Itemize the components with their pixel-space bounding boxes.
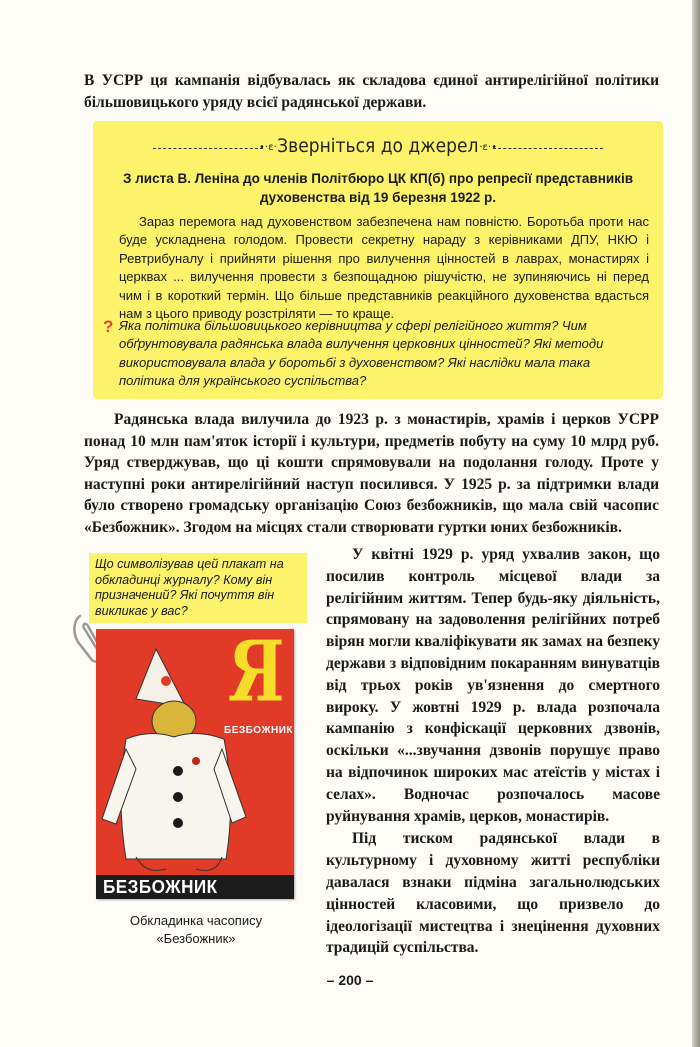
- right-column-paragraph: Під тиском радянської влади в культурному і духовному житті республіки давалася взнаки підміна загальнолюдських цінностей класовими, що призвело до ідеологізації мистецтва і знецінення духовних традицій суспільства.: [326, 830, 660, 957]
- source-header: [93, 131, 663, 165]
- figure-question: Що символізував цей плакат на обкладинці журналу? Кому він призначений? Які почуття він викликає у вас?: [89, 553, 307, 623]
- poster-letter: Я: [228, 629, 285, 722]
- source-title: Зверніться до джерел: [277, 135, 479, 157]
- question-icon: ?: [103, 317, 114, 336]
- header-divider-right: [493, 148, 603, 150]
- source-questions: Яка політика більшовицького керівництва у сфері релігійного життя? Чим обґрунтовувала радянська влада вилучення церковних цінностей? Які методи використовувала влада у боротьбі з духовенством? Які наслідки мала така політика для українського суспільства?: [119, 318, 604, 389]
- page-number: – 200 –: [326, 972, 374, 988]
- header-ornament-left: •·ε·: [259, 142, 277, 153]
- poster-masthead: [96, 875, 294, 899]
- source-box: [93, 121, 663, 399]
- magazine-cover: [96, 629, 294, 899]
- page-edge: [692, 0, 700, 1047]
- poster-side-label: БЕЗБОЖНИК: [224, 725, 294, 736]
- source-subtitle: З листа В. Леніна до членів Політбюро ЦК КП(б) про репресії представників духовенства від 19 березня 1922 р.: [123, 171, 633, 205]
- intro-paragraph: В УСРР ця кампанія відбувалась як складова єдиної антирелігійної політики більшовицького уряду всієї радянської держави.: [84, 72, 659, 111]
- right-column: [326, 544, 660, 959]
- figure-caption: Обкладинка часопису «Безбожник»: [129, 913, 263, 946]
- main-paragraph: Радянська влада вилучила до 1923 р. з монастирів, храмів і церков УСРР понад 10 млн пам'яток історії і культури, предметів побуту на суму 10 млрд руб. Уряд стверджував, що ці кошти спрямовували на подолання голоду. Проте у наступні роки антирелігійний наступ посилився. У 1925 р. за підтримки влади було створено громадську організацію Союз безбожників, що мала свій часопис «Безбожник». Згодом на місцях стали створювати гуртки юних безбожників.: [84, 411, 659, 536]
- right-column-paragraph: У квітні 1929 р. уряд ухвалив закон, що посилив контроль місцевої влади за релігійним життям. Тепер будь-яку діяльність, спрямовану на задоволення релігійних потреб вірян могли кваліфікувати як замах на безпеку держави з відповідним покаранням винуватців від трьох років ув'язнення до смертного вироку. У жовтні 1929 р. влада розпочала кампанію з конфіскації церковних дзвонів, оскільки «...звучання дзвонів порушує право на відпочинок широких мас атеїстів у містах і селах». Водночас розпочалось масове руйнування храмів, церков, монастирів.: [326, 546, 660, 825]
- poster-title: БЕЗБОЖНИК: [103, 877, 218, 897]
- header-ornament-right: ·ε·•: [479, 142, 497, 153]
- header-divider-left: [153, 148, 263, 150]
- source-quote: Зараз перемога над духовенством забезпечена нам повністю. Боротьба проти нас буде ускладнена голодом. Провести секретну нараду з керівниками ДПУ, НКЮ і Ревтрибуналу і прийняти рішення про вилучення цінностей в лаврах, монастирях і церквах ... вилучення провести з безпощадною рішучістю, не зупиняючись ні перед чим і в короткий термін. Що більше представників реакційного духовенства вдасться нам з цього приводу розстріляти — то краще.: [119, 214, 649, 322]
